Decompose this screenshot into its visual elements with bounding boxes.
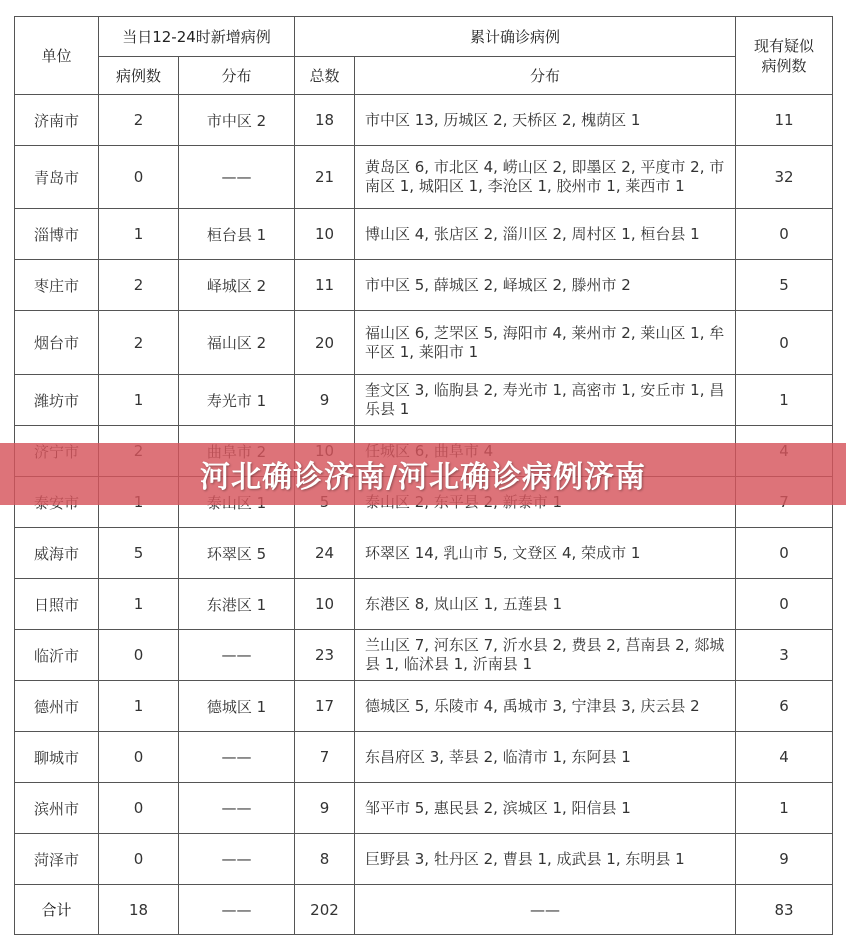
cell-city: 济南市	[15, 95, 99, 146]
cell-new-count: 1	[99, 579, 179, 630]
cell-new-count: 1	[99, 209, 179, 260]
table-row	[15, 95, 833, 146]
cell-total: 20	[295, 311, 355, 375]
cell-city: 滨州市	[15, 783, 99, 834]
cell-city: 日照市	[15, 579, 99, 630]
header-suspect: 现有疑似病例数	[736, 17, 833, 95]
cell-suspect: 0	[736, 209, 833, 260]
table-row	[15, 630, 833, 681]
cell-total: 8	[295, 834, 355, 885]
header-new-cases: 当日12-24时新增病例	[99, 17, 295, 57]
cell-city: 烟台市	[15, 311, 99, 375]
cell-total: 17	[295, 681, 355, 732]
cell-dist: 市中区 13, 历城区 2, 天桥区 2, 槐荫区 1	[355, 95, 736, 146]
header-cum-total: 总数	[295, 57, 355, 95]
cell-dist: 市中区 5, 薛城区 2, 峄城区 2, 滕州市 2	[355, 260, 736, 311]
cell-total: 18	[295, 95, 355, 146]
header-new-count: 病例数	[99, 57, 179, 95]
cell-dist: 奎文区 3, 临朐县 2, 寿光市 1, 高密市 1, 安丘市 1, 昌乐县 1	[355, 375, 736, 426]
cell-total: 11	[295, 260, 355, 311]
table-row	[15, 209, 833, 260]
cell-dist: 博山区 4, 张店区 2, 淄川区 2, 周村区 1, 桓台县 1	[355, 209, 736, 260]
cell-total: 10	[295, 579, 355, 630]
table-row	[15, 311, 833, 375]
table-row	[15, 260, 833, 311]
table-row	[15, 681, 833, 732]
cell-new-dist: 峄城区 2	[179, 260, 295, 311]
cell-suspect: 0	[736, 311, 833, 375]
cell-suspect: 3	[736, 630, 833, 681]
cell-suspect: 0	[736, 528, 833, 579]
title-banner	[0, 443, 846, 505]
cell-new-dist: 东港区 1	[179, 579, 295, 630]
cell-total-suspect: 83	[736, 885, 833, 935]
table-row	[15, 834, 833, 885]
cell-suspect: 6	[736, 681, 833, 732]
cell-new-dist: ——	[179, 834, 295, 885]
cell-total-new-dist: ——	[179, 885, 295, 935]
header-new-dist: 分布	[179, 57, 295, 95]
cell-city: 淄博市	[15, 209, 99, 260]
cell-dist: 兰山区 7, 河东区 7, 沂水县 2, 费县 2, 莒南县 2, 郯城县 1, 临沭县 1, 沂南县 1	[355, 630, 736, 681]
cell-new-dist: ——	[179, 630, 295, 681]
cell-new-count: 0	[99, 732, 179, 783]
table-row	[15, 783, 833, 834]
cell-new-dist: 德城区 1	[179, 681, 295, 732]
cell-city: 威海市	[15, 528, 99, 579]
cell-city: 聊城市	[15, 732, 99, 783]
cell-dist: 黄岛区 6, 市北区 4, 崂山区 2, 即墨区 2, 平度市 2, 市南区 1, 城阳区 1, 李沧区 1, 胶州市 1, 莱西市 1	[355, 146, 736, 209]
cell-dist: 东昌府区 3, 莘县 2, 临清市 1, 东阿县 1	[355, 732, 736, 783]
cell-total: 9	[295, 783, 355, 834]
cell-total: 9	[295, 375, 355, 426]
table-row	[15, 375, 833, 426]
banner-title: 河北确诊济南/河北确诊病例济南	[200, 460, 646, 495]
cell-new-dist: ——	[179, 783, 295, 834]
cell-suspect: 9	[736, 834, 833, 885]
cell-total-total: 202	[295, 885, 355, 935]
cell-suspect: 32	[736, 146, 833, 209]
cell-city: 潍坊市	[15, 375, 99, 426]
cell-city: 德州市	[15, 681, 99, 732]
cell-total: 23	[295, 630, 355, 681]
cell-new-count: 0	[99, 146, 179, 209]
cell-suspect: 11	[736, 95, 833, 146]
cell-total-new: 18	[99, 885, 179, 935]
cell-new-count: 2	[99, 95, 179, 146]
cell-dist: 环翠区 14, 乳山市 5, 文登区 4, 荣成市 1	[355, 528, 736, 579]
cell-city: 菏泽市	[15, 834, 99, 885]
cell-new-dist: 环翠区 5	[179, 528, 295, 579]
cell-suspect: 1	[736, 783, 833, 834]
cell-new-count: 0	[99, 783, 179, 834]
cell-new-count: 5	[99, 528, 179, 579]
cell-total: 24	[295, 528, 355, 579]
cell-new-count: 1	[99, 681, 179, 732]
cell-dist: 邹平市 5, 惠民县 2, 滨城区 1, 阳信县 1	[355, 783, 736, 834]
cell-suspect: 4	[736, 732, 833, 783]
table-row	[15, 732, 833, 783]
cell-city: 青岛市	[15, 146, 99, 209]
cell-total-label: 合计	[15, 885, 99, 935]
cell-new-dist: ——	[179, 732, 295, 783]
header-unit: 单位	[15, 17, 99, 95]
header-cum-dist: 分布	[355, 57, 736, 95]
cell-total: 21	[295, 146, 355, 209]
cell-total: 7	[295, 732, 355, 783]
cell-dist: 东港区 8, 岚山区 1, 五莲县 1	[355, 579, 736, 630]
header-cumulative: 累计确诊病例	[295, 17, 736, 57]
cell-dist: 德城区 5, 乐陵市 4, 禹城市 3, 宁津县 3, 庆云县 2	[355, 681, 736, 732]
cell-dist: 巨野县 3, 牡丹区 2, 曹县 1, 成武县 1, 东明县 1	[355, 834, 736, 885]
table-row-total	[15, 885, 833, 935]
cell-city: 临沂市	[15, 630, 99, 681]
cell-new-dist: ——	[179, 146, 295, 209]
table-row	[15, 528, 833, 579]
cell-new-count: 2	[99, 311, 179, 375]
cell-dist: 福山区 6, 芝罘区 5, 海阳市 4, 莱州市 2, 莱山区 1, 牟平区 1, 莱阳市 1	[355, 311, 736, 375]
cell-new-dist: 福山区 2	[179, 311, 295, 375]
cell-new-dist: 市中区 2	[179, 95, 295, 146]
table-row	[15, 579, 833, 630]
cell-suspect: 1	[736, 375, 833, 426]
table-row	[15, 146, 833, 209]
cell-total: 10	[295, 209, 355, 260]
table-body	[15, 95, 833, 935]
cell-suspect: 0	[736, 579, 833, 630]
cell-new-count: 0	[99, 834, 179, 885]
cell-new-count: 2	[99, 260, 179, 311]
cell-new-dist: 桓台县 1	[179, 209, 295, 260]
cell-suspect: 5	[736, 260, 833, 311]
cell-new-dist: 寿光市 1	[179, 375, 295, 426]
cell-total-dist: ——	[355, 885, 736, 935]
cell-new-count: 0	[99, 630, 179, 681]
cell-city: 枣庄市	[15, 260, 99, 311]
cell-new-count: 1	[99, 375, 179, 426]
